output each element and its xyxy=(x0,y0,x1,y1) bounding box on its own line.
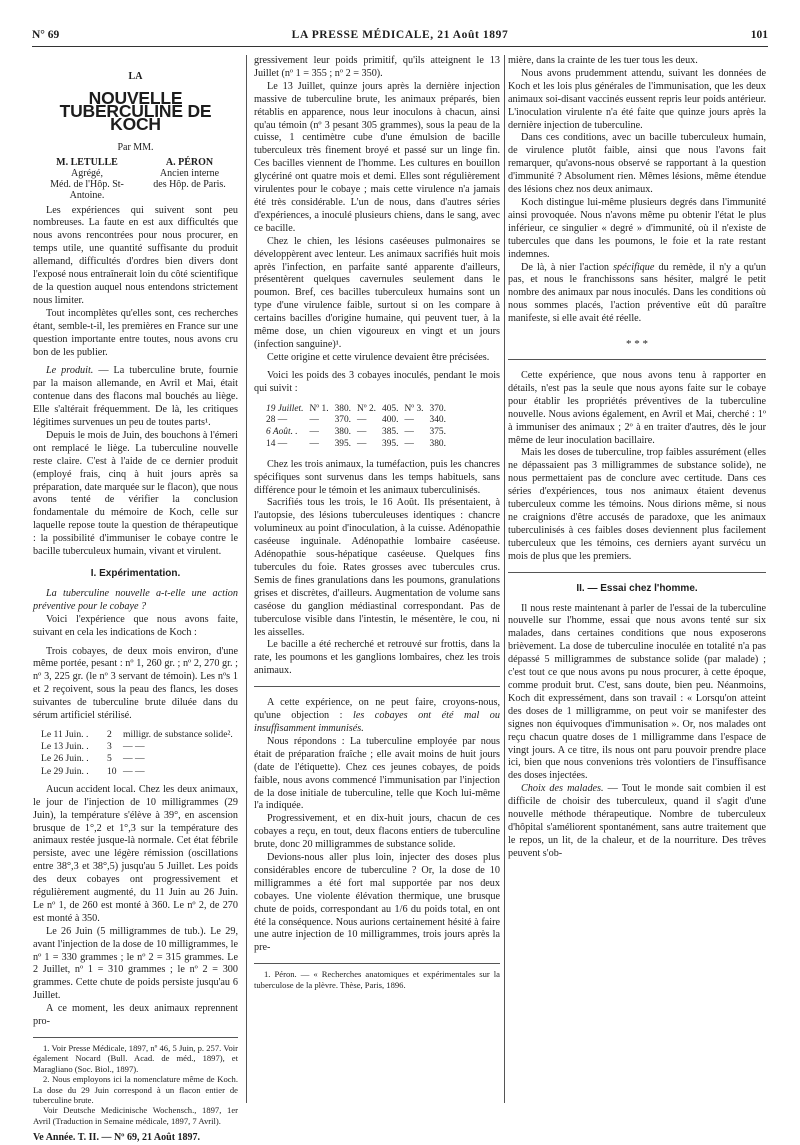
table-row xyxy=(266,415,452,427)
dose-unit: — — xyxy=(123,765,145,777)
author-name: M. LETULLE xyxy=(56,156,118,168)
table-cell: — xyxy=(356,427,367,438)
dose-qty: 2 xyxy=(107,728,112,740)
paragraph: Trois cobayes, de deux mois environ, d'une même portée, pesant : nº 1, 260 gr. ; nº 2, 270 gr. ; nº 3, 225 gr. (le nº 3 servant de témoin). Les nºs 1 et 2 reçoivent, sous la peau des flancs, les doses suivantes de tuberculine brute diluée dans du sérum artificiel stérilisé. xyxy=(33,645,238,722)
paragraph: Chez le chien, les lésions caséeuses pulmonaires se développèrent avec lenteur. Les animaux sacrifiés huit mois après l'infection, en parfaite santé apparente d'ailleurs, présentèrent quelques cavernules seulement dans le poumon. Bref, ces bacilles tuberculeux humains sont un type d'une virulence faible, surtout si on les compare à certains bacilles d'origine humaine, qui peuvent tuer, à la même dose, un chien vigoureux en vingt et un jours (infection sanguine)¹. xyxy=(254,235,500,350)
paragraph-text: De là, à nier l'action xyxy=(521,261,614,273)
dose-row xyxy=(41,753,238,765)
weights-table xyxy=(266,404,452,451)
table-cell: 370. xyxy=(334,415,351,426)
dose-row xyxy=(41,766,238,778)
paragraph xyxy=(508,262,766,327)
dose-row xyxy=(41,741,238,753)
section-divider xyxy=(254,686,500,687)
paragraph xyxy=(508,783,766,860)
paragraph: Nous avons prudemment attendu, suivant les données de Koch et les lois plus générales de l'immunisation, que les deux animaux soi-disant vaccinés eussent repris leur poids antérieur. L'inoculation virulente n'a été faite que quinze jours après la dernière injection de tuberculine. xyxy=(508,67,766,131)
paragraph xyxy=(33,365,238,430)
run-in-heading: Le produit. xyxy=(46,365,94,377)
paragraph-text: — Tout le monde sait combien il est difficile de choisir des tuberculeux, quand il s'agit d'une nouvelle méthode thérapeutique. Nombre de tuberculeux d'hôpital s'améliorent spontanément, sans autre traitement que le repos, un lit, de la chaleur, et de la nourriture. Des trêves peuvent s'ob- xyxy=(508,783,766,859)
table-cell: — xyxy=(356,415,367,426)
section-divider xyxy=(508,359,766,360)
paragraph: Mais les doses de tuberculine, trop faibles assurément (elles ne dépassaient pas 3 milligrammes de substance solide), ne nous permettaient pas de conclure avec certitude. Dans ces séries d'expériences, tous nos animaux étaient devenus tuberculeux comme les témoins. Nous dirions même, si nous ne craignions d'être accusés de paradoxe, que les animaux tuberculinisés à ces faibles doses deviennent plus facilement tuberculeux que les témoins, ces derniers ayant survécu un mois de plus que les premiers. xyxy=(508,447,766,562)
paragraph: Le 26 Juin (5 milligrammes de tub.). Le 29, avant l'injection de la dose de 10 milligrammes, le nº 1 = 330 grammes ; le nº 2 = 315 grammes. Le 2 Juillet, nº 1 = 310 grammes ; le nº 2 = 300 grammes. Cette chute de poids persiste jusqu'au 6 Juillet. xyxy=(33,925,238,1002)
paragraph: Aucun accident local. Chez les deux animaux, le jour de l'injection de 10 milligrammes (29 Juin), la température s'élève à 39°, en ascension brusque de 1°,2 et 1°,3 sur la température des animaux restée jusque-là normale. Cet état fébrile persiste, avec une légère rémission (oscillations entre 38°,3 et 38°,5) jusqu'au 5 Juillet. Les poids des deux cobayes ont progressivement et régulièrement augmenté, du 11 Juin au 26 Juin. Le nº 1, de 260 est monté à 360. Le nº 2, de 270 est monté à 350. xyxy=(33,783,238,924)
paragraph-text: du remède, il n'y a qu'un pas, et nous le franchissons sans hésiter, malgré le petit nombre des animaux par nous inoculés. Dans les conditions où nous sommes placés, l'action préventive eût dû paraître manifeste, si elle avait été réelle. xyxy=(508,261,766,325)
table-cell: — xyxy=(404,427,414,438)
dose-unit: — — xyxy=(123,753,145,765)
footnotes xyxy=(254,963,500,990)
table-cell: 395. xyxy=(334,438,351,449)
page-number: 101 xyxy=(750,29,768,41)
dose-qty: 5 xyxy=(107,753,112,765)
paragraph: gressivement leur poids primitif, qu'ils atteignent le 13 Juillet (nº 1 = 355 ; nº 2 = 350). xyxy=(254,55,500,79)
footnote: 2. Nous employons ici la nomenclature même de Koch. La dose du 29 Juin correspond à un flacon entier de tuberculine brute. xyxy=(33,1074,238,1106)
paragraph: Il nous reste maintenant à parler de l'essai de la tuberculine nouvelle sur l'homme, essai que nous avons tenté sur six malades, dans certaines conditions que nous exposerons brièvement. La dose de tuberculine inoculée en totalité n'a pas dépassé 5 milligrammes de substance solide (par malade) ; c'est tout ce que nous avons pu nous procurer, à cette époque, comme produit brut. C'est, sans doute, bien peu. Néanmoins, Koch dit expressément, dans son travail : « Lorsqu'on atteint des doses de 1 milligramme, on peut voir se manifester des signes non équivoques d'immunisation ». Or, nos malades ont reçu chacun quatre doses de 1 milligramme dans l'espace de vingt jours. A ce titre, ils nous ont paru pouvoir prendre place ici, bien que nous convenions très volontiers de l'insuffisance des doses injectées. xyxy=(508,602,766,782)
column-divider xyxy=(504,55,505,1103)
table-cell: 385. xyxy=(382,427,399,438)
table-cell: 380. xyxy=(334,403,351,414)
table-cell: — xyxy=(356,438,367,449)
emphasis: les cobayes ont été mal ou insuffisamment immunisés. xyxy=(254,710,500,734)
column-1 xyxy=(33,55,238,1145)
author-role: Méd. de l'Hôp. St-Antoine. xyxy=(50,178,124,201)
journal-title: LA PRESSE MÉDICALE, 21 Août 1897 xyxy=(291,29,509,41)
dose-unit: milligr. de substance solide². xyxy=(123,728,233,740)
table-cell: 19 Juillet. xyxy=(266,403,304,414)
table-cell: — xyxy=(309,415,319,426)
table-cell: 375. xyxy=(429,427,446,438)
running-header xyxy=(32,29,768,45)
table-cell: 14 — xyxy=(266,438,288,449)
dose-qty: 3 xyxy=(107,741,112,753)
table-cell: 6 Août. . xyxy=(266,427,298,438)
paragraph: Tout incomplètes qu'elles sont, ces recherches étant, semble-t-il, les premières en France sur une question importante entre toutes, nous avons cru bon de les publier. xyxy=(33,307,238,358)
table-row xyxy=(266,404,452,416)
author-role: Ancien interne xyxy=(159,167,220,179)
table-cell: Nº 1. xyxy=(309,403,329,414)
table-cell: Nº 2. xyxy=(356,403,377,414)
dose-date: Le 11 Juin. . xyxy=(41,728,89,740)
author xyxy=(33,157,141,201)
table-cell: 405. xyxy=(382,403,399,414)
paragraph: Cette expérience, que nous avons tenu à rapporter en détails, n'est pas la seule que nous ayons faite sur le cobaye pour établir les propriétés préventives de la tuberculine nouvelle. Nous avions également, en Avril et Mai, cherché : 1º à immuniser des animaux ; 2º à en traiter d'autres, dès le jour même de leur inoculation bacillaire. xyxy=(508,370,766,446)
footnote: 1. Péron. — « Recherches anatomiques et expérimentales sur la tuberculose de la plèvre. Thèse, Paris, 1896. xyxy=(254,969,500,990)
column-3 xyxy=(508,55,766,861)
paragraph-text: A cette expérience, on ne peut faire, croyons-nous, qu'une objection : xyxy=(254,697,500,722)
article-title: NOUVELLE TUBERCULINE DE KOCH xyxy=(59,87,212,134)
paragraph: Le bacille a été recherché et retrouvé sur frottis, dans la rate, les poumons et les ganglions lombaires, chez les trois animaux. xyxy=(254,639,500,677)
footnote: 1. Voir Presse Médicale, 1897, nº 46, 5 Juin, p. 257. Voir également Nocard (Bull. Acad. de méd., 1897), et Maragliano (Soc. Biol., 1897). xyxy=(33,1043,238,1074)
paragraph: Nous répondons : La tuberculine employée par nous était de préparation fraîche ; elle avait moins de huit jours (date de l'étiquette). Chez ces jeunes cobayes, de poids faible, nous avons commencé l'immunisation par l'injection de la dose initiale de tuberculine, telle que Koch lui-même l'a indiquée. xyxy=(254,735,500,812)
paragraph: mière, dans la crainte de les tuer tous les deux. xyxy=(508,55,698,66)
dose-date: Le 26 Juin. . xyxy=(41,753,89,765)
table-cell: 380. xyxy=(429,438,446,449)
run-in-heading: Choix des malades. xyxy=(521,783,604,795)
table-cell: 400. xyxy=(382,415,399,426)
subheading-question: La tuberculine nouvelle a-t-elle une action préventive pour le cobaye ? xyxy=(33,587,238,612)
emphasis: spécifique xyxy=(613,261,655,273)
issue-number: N° 69 xyxy=(32,29,60,41)
table-cell: — xyxy=(404,415,414,426)
paragraph: Cette origine et cette virulence devaient être précisées. xyxy=(267,351,490,363)
volume-footer: Ve Année. T. II. — Nº 69, 21 Août 1897. xyxy=(33,1132,201,1144)
paragraph: A ce moment, les deux animaux reprennent pro- xyxy=(33,1003,238,1028)
dose-qty: 10 xyxy=(107,765,117,777)
author-role: Agrégé, xyxy=(71,167,103,179)
table-cell: 340. xyxy=(429,415,446,426)
section-heading: II. — Essai chez l'homme. xyxy=(576,582,698,594)
table-row xyxy=(266,439,452,451)
paragraph xyxy=(254,697,500,736)
column-2 xyxy=(254,55,500,990)
paragraph-text: — La tuberculine brute, fournie par la maison allemande, en Avril et Mai, était contenue dans des flacons mal bouchés au liège. Elle s'altérait fréquemment. De là, les critiques légitimes survenues un peu de toutes parts¹. xyxy=(33,365,238,429)
paragraph: Devions-nous aller plus loin, injecter des doses plus considérables encore de tuberculine ? Or, la dose de 10 milligrammes a été fort mal supportée par nos deux cobayes. Une violente élévation thermique, une brusque chute de poids, correspondant au 1/6 du poids total, en ont été la conséquence. Nous aurions certainement hésité à faire une autre injection de 10 milligrammes, trois jours après la pre- xyxy=(254,852,500,954)
byline-intro: Par MM. xyxy=(117,141,154,153)
table-cell: — xyxy=(309,427,319,438)
paragraph: Voici l'expérience que nous avons faite, suivant en cela les indications de Koch : xyxy=(33,613,238,638)
section-divider xyxy=(508,572,766,573)
footnote: Voir Deutsche Medicinische Wochensch., 1897, 1er Avril (Traduction in Semaine médicale, 1897, 7 Avril). xyxy=(33,1105,238,1126)
table-cell: — xyxy=(309,438,319,449)
dose-row xyxy=(41,729,238,741)
dose-date: Le 29 Juin. . xyxy=(41,765,89,777)
author-name: A. PÉRON xyxy=(165,156,214,168)
table-cell: 395. xyxy=(382,438,399,449)
paragraph: Les expériences qui suivent sont peu nombreuses. La faute en est aux difficultés que nous avons rencontrées pour nous procurer, en temps utile, une quantité suffisante du produit allemand, difficultés d'ordres bien divers dont l'exposé nous entraînerait loin du côté scientifique de la question auquel nous entendons strictement nous limiter. xyxy=(33,204,238,306)
paragraph: Depuis le mois de Juin, des bouchons à l'émeri ont remplacé le liège. La tuberculine nouvelle reste claire. C'est à l'aide de ce dernier produit (employé frais, cinq à huit jours après sa préparation, date marquée sur le flacon), que nous avons tenté de vérifier la conclusion fondamentale du mémoire de Koch, celle sur laquelle repose toute la question de thérapeutique : la possibilité d'immuniser le cobaye contre le bacille tuberculeux humain, vivant et virulent. xyxy=(33,429,238,558)
dose-unit: — — xyxy=(123,741,145,753)
title-prefix: LA xyxy=(128,71,143,82)
table-cell: 380. xyxy=(334,427,351,438)
paragraph: Le 13 Juillet, quinze jours après la dernière injection massive de tuberculine brute, les animaux préparés, bien rétablis en apparence, nous leur inoculons à chacun, ainsi qu'au témoin (nº 3 pesant 305 grammes), sous la peau de la cuisse, 1 centimètre cube d'une émulsion de bacille tuberculeux très finement broyé et passé sur un linge fin. Ces bacilles viennent de l'homme. Les cultures en bouillon glycériné ont quatre mois et demi. Elles sont régulièrement virulentes pour le cobaye ; mais cette virulence n'a jamais été très considérable. L'un de nous, dans d'autres séries d'expériences, a inoculé plusieurs chiens, dans le sang, avec ce bacille. xyxy=(254,80,500,234)
paragraph: Chez les trois animaux, la tuméfaction, puis les chancres spécifiques sont survenus dans les temps habituels, sans différence pour le témoin et les animaux tuberculinisés. xyxy=(254,458,500,496)
section-break-stars: * * * xyxy=(626,338,648,351)
column-divider xyxy=(246,55,247,1103)
authors xyxy=(33,156,238,201)
section-heading: I. Expérimentation. xyxy=(90,568,181,579)
table-cell: — xyxy=(404,438,414,449)
footnotes xyxy=(33,1037,238,1126)
paragraph: Progressivement, et en dix-huit jours, chacun de ces cobayes a reçu, en tout, deux flacons entiers de tuberculine brute, donc 20 milligrammes de substance solide. xyxy=(254,813,500,851)
paragraph: Voici les poids des 3 cobayes inoculés, pendant le mois qui suivit : xyxy=(254,369,500,394)
paragraph: Dans ces conditions, avec un bacille tuberculeux humain, de virulence plutôt faible, ainsi que nous l'avons fait remarquer, qu'avons-nous observé se rapportant à la question d'immunité ? Absolument rien. Mêmes lésions, même étendue des lésions chez nos deux animaux. xyxy=(508,132,766,196)
header-rule xyxy=(32,46,768,47)
table-cell: Nº 3. xyxy=(404,403,424,414)
table-cell: 370. xyxy=(429,403,446,414)
dose-date: Le 13 Juin. . xyxy=(41,741,89,753)
table-cell: 28 — xyxy=(266,415,288,426)
author xyxy=(141,157,238,190)
author-role: des Hôp. de Paris. xyxy=(153,178,226,190)
paragraph: Koch distingue lui-même plusieurs degrés dans l'immunité ainsi provoquée. Nous n'avons même pu obtenir l'état le plus inférieur, ce singulier « degré » d'immunité, où il n'existe de tubercules que dans les poumons, le foie et la rate restant indemnes. xyxy=(508,196,766,260)
dose-list xyxy=(41,729,238,778)
table-row xyxy=(266,427,452,439)
paragraph: Sacrifiés tous les trois, le 16 Août. Ils présentaient, à l'autopsie, des lésions tuberculeuses identiques : chancre volumineux au point d'inoculation, à la cuisse. Adénopathie caséeuse inguinale. Adénopathie lombaire caséeuse. Adénopathie sous-hépatique caséeuse. Quelques fins tubercules du foie. Rates grosses avec tubercules crus. Semis de fines granulations dans les poumons, granulations grises et discrètes, d'ailleurs. Augmentation de volume sans caséose du ganglion médiastinal correspondant. Pas de tuberculose visible dans l'intestin, le mésentère, le cou, ni les aisselles. xyxy=(254,497,500,638)
